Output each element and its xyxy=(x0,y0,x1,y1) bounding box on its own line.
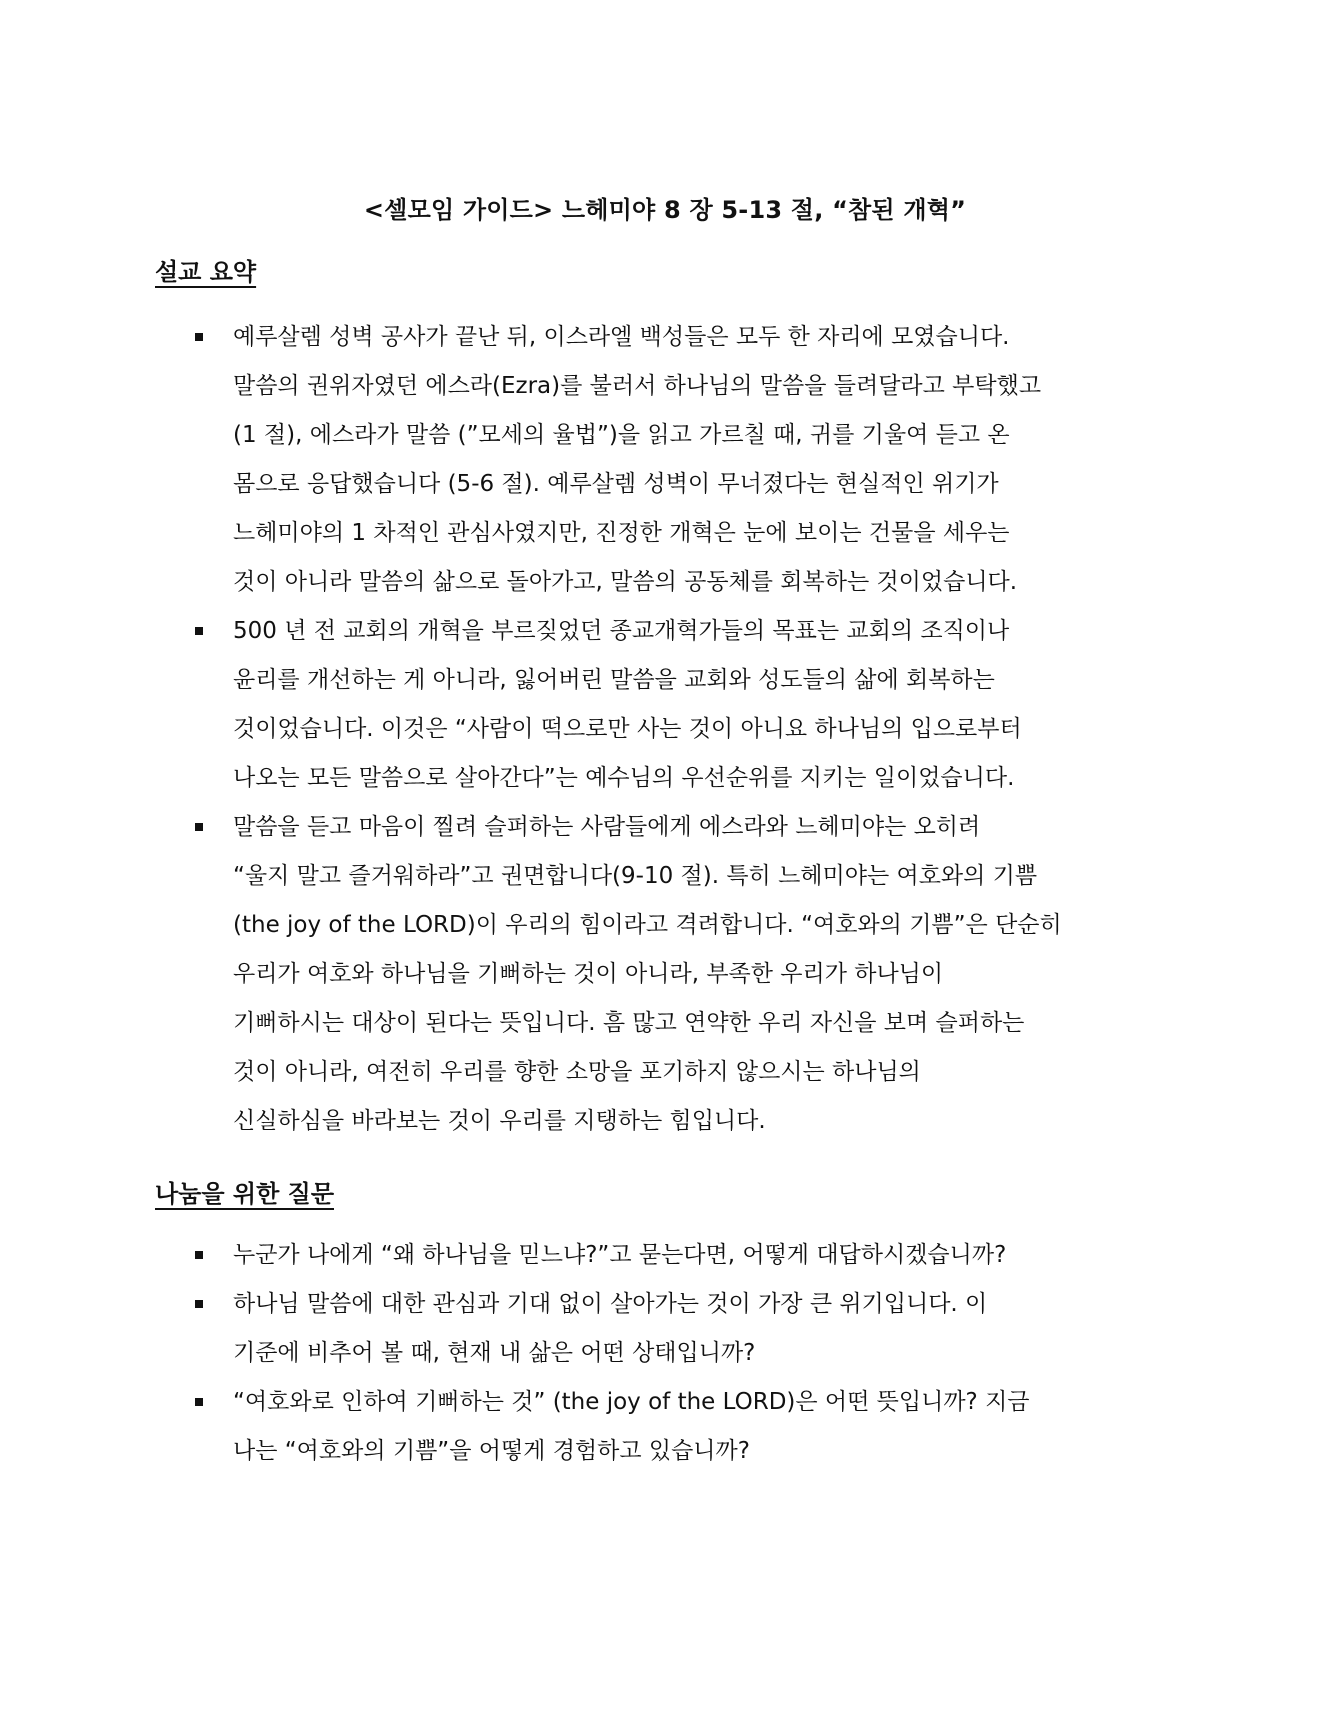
summary-item-line: 나오는 모든 말씀으로 살아간다”는 예수님의 우선순위를 지키는 일이었습니다. xyxy=(233,765,1015,791)
summary-item-line: 말씀의 권위자였던 에스라(Ezra)를 불러서 하나님의 말씀을 들려달라고 부탁했고 xyxy=(233,373,1042,399)
summary-item-line: 윤리를 개선하는 게 아니라, 잃어버린 말씀을 교회와 성도들의 삶에 회복하는 xyxy=(233,667,995,693)
question-item xyxy=(192,1231,1192,1280)
question-item-line: 기준에 비추어 볼 때, 현재 내 삶은 어떤 상태입니까? xyxy=(233,1340,756,1366)
summary-item xyxy=(192,803,1192,1146)
summary-item-line: 기뻐하시는 대상이 된다는 뜻입니다. 흠 많고 연약한 우리 자신을 보며 슬퍼하는 xyxy=(233,1010,1025,1036)
question-item-line: “여호와로 인하여 기뻐하는 것” (the joy of the LORD)은 어떤 뜻입니까? 지금 xyxy=(233,1389,1030,1415)
summary-heading: 설교 요약 xyxy=(155,258,257,286)
summary-item-line: 것이었습니다. 이것은 “사람이 떡으로만 사는 것이 아니요 하나님의 입으로부터 xyxy=(233,716,1022,742)
summary-list xyxy=(192,313,1192,1146)
summary-item xyxy=(192,313,1192,607)
question-item-line: 누군가 나에게 “왜 하나님을 믿느냐?”고 묻는다면, 어떻게 대답하시겠습니까? xyxy=(233,1242,1007,1268)
question-item xyxy=(192,1378,1192,1476)
bullet-square-icon xyxy=(195,823,203,831)
summary-item-line: 우리가 여호와 하나님을 기뻐하는 것이 아니라, 부족한 우리가 하나님이 xyxy=(233,961,944,987)
questions-heading: 나눔을 위한 질문 xyxy=(155,1180,334,1208)
summary-item-line: 것이 아니라 말씀의 삶으로 돌아가고, 말씀의 공동체를 회복하는 것이었습니다. xyxy=(233,569,1018,595)
bullet-square-icon xyxy=(195,333,203,341)
summary-item xyxy=(192,607,1192,803)
questions-list xyxy=(192,1231,1192,1476)
question-item xyxy=(192,1280,1192,1378)
bullet-square-icon xyxy=(195,627,203,635)
summary-item-line: (the joy of the LORD)이 우리의 힘이라고 격려합니다. “여호와의 기쁨”은 단순히 xyxy=(233,912,1062,938)
summary-item-line: 500 년 전 교회의 개혁을 부르짖었던 종교개혁가들의 목표는 교회의 조직이나 xyxy=(233,618,1010,644)
summary-item-line: 것이 아니라, 여전히 우리를 향한 소망을 포기하지 않으시는 하나님의 xyxy=(233,1059,921,1085)
summary-item-line: (1 절), 에스라가 말씀 (”모세의 율법”)을 읽고 가르칠 때, 귀를 기울여 듣고 온 xyxy=(233,422,1010,448)
summary-item-line: “울지 말고 즐거워하라”고 권면합니다(9-10 절). 특히 느헤미야는 여호와의 기쁨 xyxy=(233,863,1038,889)
summary-item-line: 몸으로 응답했습니다 (5-6 절). 예루살렘 성벽이 무너졌다는 현실적인 위기가 xyxy=(233,471,999,497)
summary-item-line: 말씀을 듣고 마음이 찔려 슬퍼하는 사람들에게 에스라와 느헤미야는 오히려 xyxy=(233,814,981,840)
question-item-line: 하나님 말씀에 대한 관심과 기대 없이 살아가는 것이 가장 큰 위기입니다. 이 xyxy=(233,1291,988,1317)
question-item-line: 나는 “여호와의 기쁨”을 어떻게 경험하고 있습니까? xyxy=(233,1438,750,1464)
summary-item-line: 신실하심을 바라보는 것이 우리를 지탱하는 힘입니다. xyxy=(233,1108,766,1134)
summary-item-line: 예루살렘 성벽 공사가 끝난 뒤, 이스라엘 백성들은 모두 한 자리에 모였습니다. xyxy=(233,324,1010,350)
summary-item-line: 느헤미야의 1 차적인 관심사였지만, 진정한 개혁은 눈에 보이는 건물을 세우는 xyxy=(233,520,1010,546)
document-title: <셀모임 가이드> 느헤미야 8 장 5-13 절, “참된 개혁” xyxy=(363,196,967,224)
bullet-square-icon xyxy=(195,1398,203,1406)
bullet-square-icon xyxy=(195,1300,203,1308)
bullet-square-icon xyxy=(195,1251,203,1259)
